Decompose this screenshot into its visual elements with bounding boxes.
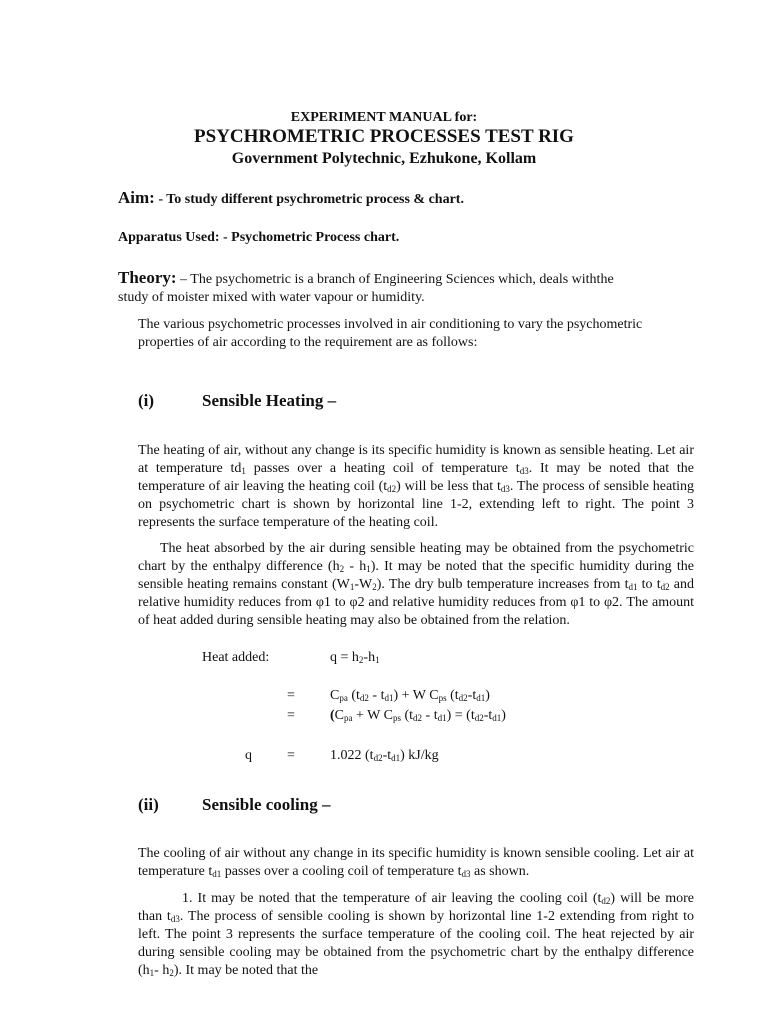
theory-line — [118, 268, 614, 288]
section-number: (i) — [138, 391, 155, 410]
theory-text-1: – The psychometric is a branch of Engineering Sciences which, deals withthe — [180, 272, 614, 287]
aim-line — [118, 188, 464, 208]
aim-text: - To study different psychrometric process & chart. — [158, 192, 464, 207]
manual-heading: EXPERIMENT MANUAL for: — [290, 110, 478, 125]
equation-heat-definition: $q = h_2-h_1$ — [330, 650, 380, 665]
aim-label: Aim: — [118, 188, 155, 207]
section-title: Sensible cooling – — [202, 795, 331, 814]
sensible-cooling-paragraph-1: The cooling of air without any change in its specific humidity is known sensible cooling. Let air at temperature $t_{d1}$ passes over a cooling coil of temperature $t_{d3}$ as shown. — [138, 846, 694, 879]
sensible-cooling-paragraph-2: 1. It may be noted that the temperature of air leaving the cooling coil $(t_{d2})$ will be more than $t_{d3}$. The process of sensible cooling is shown by horizontal line 1-2 extending from right to left. The point 3 represents the surface temperature of the cooling coil. The heat rejected by air during sensible cooling may be obtained from the psychometric chart by the enthalpy difference ($h_1-$ $h_2$). It may be noted that the — [138, 891, 694, 978]
equals-sign: = — [287, 748, 295, 763]
institution-name: Government Polytechnic, Ezhukone, Kollam — [231, 150, 537, 167]
intro-paragraph: The various psychometric processes involved in air conditioning to vary the psychometric properties of air according to the requirement are as follows: — [138, 317, 643, 350]
sensible-heating-paragraph-1: The heating of air, without any change is its specific humidity is known as sensible heating. Let air at temperature $td_1$ passes over a heating coil of temperature $t_{d3}$. It may be noted that the temperature of air leaving the heating coil $(t_{d2})$ will be less that $t_{d3}$. The process of sensible heating on psychometric chart is shown by horizontal line 1-2, extending left to right. The point 3 represents the surface temperature of the heating coil. — [138, 443, 695, 530]
section-heading-sensible-heating — [138, 391, 336, 411]
section-title: Sensible Heating – — [202, 391, 337, 410]
theory-label: Theory: — [118, 268, 177, 287]
section-number: (ii) — [138, 795, 159, 814]
equation-expansion-2: ($C_{pa} + W$ $C_{ps}$ $(t_{d2} - t_{d1}) = (t_{d2}-t_{d1})$ — [330, 708, 506, 723]
rig-title: PSYCHROMETRIC PROCESSES TEST RIG — [194, 126, 574, 147]
equation-expansion-1: $C_{pa}$ $(t_{d2} - t_{d1}) + W$ $C_{ps}$ $(t_{d2}-t_{d1})$ — [330, 688, 490, 703]
equation-result: 1.022 $(t_{d2}-t_{d1})$ kJ/kg — [330, 748, 439, 763]
q-symbol: q — [245, 748, 252, 763]
theory-text-2: study of moister mixed with water vapour or humidity. — [118, 290, 425, 305]
equals-sign: = — [287, 708, 295, 723]
heat-added-label: Heat added: — [202, 650, 270, 665]
equals-sign: = — [287, 688, 295, 703]
section-heading-sensible-cooling — [138, 795, 330, 815]
sensible-heating-paragraph-2: The heat absorbed by the air during sensible heating may be obtained from the psychometric chart by the enthalpy difference $(h_2 - h_1)$. It may be noted that the specific humidity during the sensible heating remains constant $(W_1-W_2)$. The dry bulb temperature increases from $t_{d1}$ to $t_{d2}$ and relative humidity reduces from φ1 to φ2 and relative humidity reduces from φ1 to φ2. The amount of heat added during sensible heating may also be obtained from the relation. — [138, 541, 695, 628]
apparatus-line: Apparatus Used: - Psychometric Process chart. — [118, 230, 400, 245]
